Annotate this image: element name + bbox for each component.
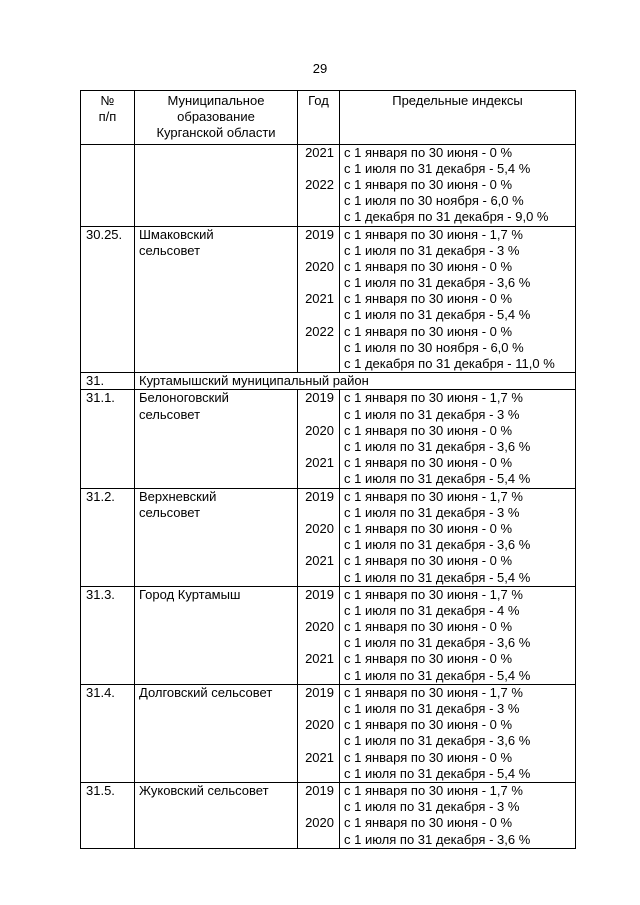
year-value [298,733,334,749]
index-line: с 1 декабря по 31 декабря - 11,0 % [344,356,555,372]
table-header-row [81,91,576,145]
municipality-name-line: Долговский сельсовет [139,684,273,700]
index-line: с 1 января по 30 июня - 1,7 % [344,488,523,504]
year-value [298,668,334,684]
index-line: с 1 января по 30 июня - 0 % [344,144,513,160]
index-line: с 1 января по 30 июня - 0 % [344,619,513,635]
municipality-name [135,684,298,782]
index-line: с 1 июля по 31 декабря - 3 % [344,242,520,258]
year-value: 2021 [305,455,334,471]
year-value: 2019 [305,782,334,798]
index-line: с 1 января по 30 июня - 1,7 % [344,390,523,406]
year-value: 2021 [305,291,334,307]
index-line: с 1 июля по 31 декабря - 3 % [344,406,520,422]
row-number: 31.5. [81,782,135,848]
year-value: 2019 [305,226,334,242]
year-value [298,209,334,225]
table-row [81,586,576,684]
year-value [298,356,334,372]
index-line: с 1 июля по 31 декабря - 3 % [344,799,520,815]
municipality-name-line: Белоноговский [139,390,229,406]
year-value [298,832,334,848]
municipality-name-line: сельсовет [139,242,201,258]
index-line: с 1 июля по 31 декабря - 3,6 % [344,275,531,291]
indices-cell [340,488,576,586]
year-value [298,439,334,455]
municipality-name-line: сельсовет [139,406,201,422]
municipality-name [135,488,298,586]
table-row [81,488,576,586]
index-line: с 1 июля по 31 декабря - 3,6 % [344,733,531,749]
table-row [81,782,576,848]
header-indices: Предельные индексы [340,91,576,145]
index-line: с 1 января по 30 июня - 0 % [344,291,513,307]
row-number: 31.2. [81,488,135,586]
index-line: с 1 января по 30 июня - 0 % [344,651,513,667]
year-value: 2020 [305,422,334,438]
index-line: с 1 января по 30 июня - 0 % [344,520,513,536]
index-line: с 1 июля по 31 декабря - 3 % [344,504,520,520]
year-cell [298,586,340,684]
year-value: 2020 [305,815,334,831]
municipality-name-line: сельсовет [139,504,201,520]
year-value: 2021 [305,651,334,667]
year-value [298,407,334,423]
year-cell [298,226,340,373]
year-value: 2019 [305,488,334,504]
year-value: 2020 [305,258,334,274]
year-value [298,799,334,815]
year-value: 2021 [305,749,334,765]
row-number [81,144,135,226]
year-value [298,275,334,291]
index-line: с 1 января по 30 июня - 0 % [344,176,513,192]
year-value: 2022 [305,176,334,192]
district-name: Куртамышский муниципальный район [135,373,576,390]
year-cell [298,488,340,586]
year-value: 2020 [305,520,334,536]
index-line: с 1 июля по 31 декабря - 5,4 % [344,307,531,323]
municipality-name-line: Жуковский сельсовет [139,782,269,798]
municipality-name [135,144,298,226]
year-value [298,471,334,487]
index-line: с 1 января по 30 июня - 1,7 % [344,586,523,602]
index-line: с 1 июля по 30 ноября - 6,0 % [344,193,524,209]
year-value: 2019 [305,390,334,406]
index-line: с 1 января по 30 июня - 0 % [344,815,513,831]
year-value: 2019 [305,684,334,700]
index-line: с 1 января по 30 июня - 0 % [344,323,513,339]
index-line: с 1 января по 30 июня - 1,7 % [344,226,523,242]
year-value [298,193,334,209]
header-municipality-line: образование [177,109,255,125]
index-line: с 1 июля по 31 декабря - 5,4 % [344,569,531,585]
municipality-name [135,782,298,848]
table-row [81,226,576,373]
municipality-name [135,586,298,684]
index-line: с 1 июля по 31 декабря - 3,6 % [344,635,531,651]
tariff-index-table [80,90,576,849]
index-line: с 1 января по 30 июня - 1,7 % [344,684,523,700]
index-line: с 1 июля по 31 декабря - 5,4 % [344,667,531,683]
index-line: с 1 июля по 31 декабря - 3,6 % [344,439,531,454]
header-municipality-line: Муниципальное [167,93,265,108]
index-line: с 1 января по 30 июня - 1,7 % [344,782,523,798]
year-value: 2020 [305,619,334,635]
year-value [298,570,334,586]
municipality-name-line: Верхневский [139,488,217,504]
indices-cell [340,684,576,782]
year-value [298,635,334,651]
year-value [298,766,334,782]
indices-cell [340,586,576,684]
year-value: 2021 [305,553,334,569]
year-value [298,505,334,521]
row-number: 31.1. [81,390,135,488]
year-value: 2022 [305,323,334,339]
municipality-name [135,226,298,373]
table-row [81,390,576,488]
year-value [298,537,334,553]
indices-cell [340,226,576,373]
header-number [81,91,135,145]
index-line: с 1 января по 30 июня - 0 % [344,422,513,438]
year-value: 2020 [305,717,334,733]
row-number: 31. [81,373,135,390]
year-value [298,701,334,717]
year-cell [298,782,340,848]
index-line: с 1 июля по 31 декабря - 5,4 % [344,765,531,781]
row-number: 31.3. [81,586,135,684]
index-line: с 1 июля по 31 декабря - 5,4 % [344,160,531,176]
index-line: с 1 июля по 31 декабря - 4 % [344,602,520,618]
municipality-name-line: Шмаковский [139,226,214,242]
indices-cell [340,390,576,488]
year-cell [298,390,340,488]
indices-cell [340,782,576,848]
year-value: 2019 [305,586,334,602]
row-number: 30.25. [81,226,135,373]
index-line: с 1 июля по 31 декабря - 3,6 % [344,537,531,553]
index-line: с 1 января по 30 июня - 0 % [344,258,513,274]
index-line: с 1 января по 30 июня - 0 % [344,455,513,471]
header-number-line: п/п [98,109,117,125]
index-line: с 1 июля по 31 декабря - 5,4 % [344,471,531,487]
row-number: 31.4. [81,684,135,782]
page-number: 29 [312,61,328,76]
index-line: с 1 января по 30 июня - 0 % [344,749,513,765]
year-value [298,340,334,356]
year-value: 2021 [305,144,334,160]
table-row [81,684,576,782]
year-cell [298,684,340,782]
year-value [298,243,334,259]
header-municipality-line: Курганской области [156,125,276,141]
district-row [81,373,576,390]
index-line: с 1 декабря по 31 декабря - 9,0 % [344,209,549,225]
municipality-name [135,390,298,488]
header-year: Год [298,91,340,145]
index-line: с 1 января по 30 июня - 0 % [344,553,513,569]
header-municipality [135,91,298,145]
year-value [298,603,334,619]
year-cell [298,144,340,226]
year-value [298,307,334,323]
table-body [81,144,576,848]
year-value [298,161,334,177]
index-line: с 1 января по 30 июня - 0 % [344,717,513,733]
index-line: с 1 июля по 31 декабря - 3,6 % [344,831,531,847]
table-row [81,144,576,226]
index-line: с 1 июля по 30 ноября - 6,0 % [344,339,524,355]
header-number-line: № [100,93,115,108]
index-line: с 1 июля по 31 декабря - 3 % [344,701,520,716]
municipality-name-line: Город Куртамыш [139,586,241,602]
indices-cell [340,144,576,226]
